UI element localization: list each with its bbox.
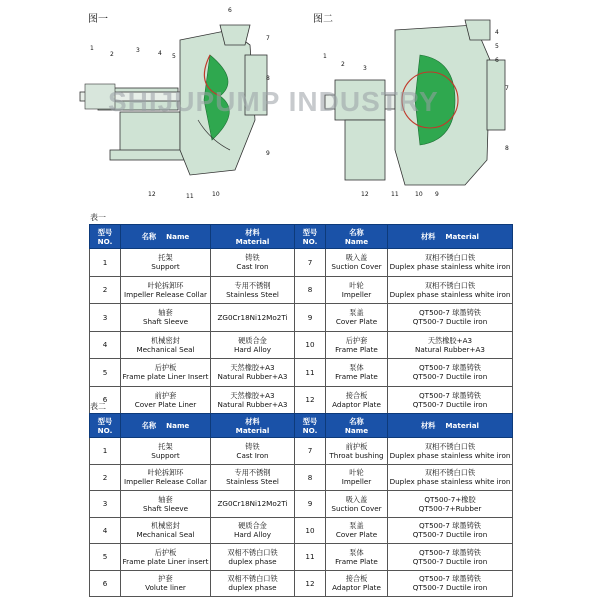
cell-no bbox=[90, 570, 121, 597]
cell-name bbox=[121, 359, 211, 387]
cell-mat-cn: QT500-7 球墨铸铁 bbox=[419, 390, 481, 400]
cell-no bbox=[90, 276, 121, 304]
cell-mat-en: Duplex phase stainless white iron bbox=[389, 289, 511, 299]
cell-name bbox=[121, 331, 211, 359]
cell-mat-cn: 硬质合金 bbox=[238, 335, 267, 345]
cell-no bbox=[90, 359, 121, 387]
cell-no bbox=[295, 544, 326, 571]
cell-material bbox=[388, 438, 513, 465]
cell-mat-cn: 天然橡胶+A3 bbox=[230, 363, 275, 373]
cell-name bbox=[326, 464, 388, 491]
cell-no: 5 bbox=[102, 552, 108, 562]
svg-text:10: 10 bbox=[212, 191, 220, 198]
cell-name bbox=[121, 464, 211, 491]
cell-mat-cn: QT500-7+橡胶 bbox=[424, 494, 476, 504]
cell-no bbox=[295, 386, 326, 414]
cell-no: 7 bbox=[307, 257, 313, 267]
col-material: 材料 Material bbox=[211, 225, 295, 249]
cell-name bbox=[121, 491, 211, 518]
parts-table-1 bbox=[89, 224, 513, 414]
svg-text:8: 8 bbox=[266, 75, 270, 82]
cell-mat-en: duplex phase bbox=[228, 583, 277, 593]
cell-no: 3 bbox=[102, 499, 108, 509]
cell-no bbox=[90, 249, 121, 277]
svg-text:11: 11 bbox=[186, 193, 194, 200]
col-no: 型号 NO. bbox=[90, 414, 121, 438]
cell-mat-en: duplex phase bbox=[228, 556, 277, 566]
cell-material bbox=[388, 491, 513, 518]
svg-text:12: 12 bbox=[148, 191, 156, 198]
svg-text:3: 3 bbox=[363, 65, 367, 72]
cell-mat-en: QT500-7 Ductile iron bbox=[412, 583, 488, 593]
parts-table-2 bbox=[89, 413, 513, 597]
cell-no: 9 bbox=[307, 312, 313, 322]
table-row bbox=[90, 249, 513, 277]
cell-name bbox=[121, 438, 211, 465]
cell-name-en: Impeller bbox=[341, 289, 372, 299]
cell-material bbox=[211, 331, 295, 359]
col-no: 型号 NO. bbox=[90, 225, 121, 249]
cell-mat-cn: 双相不锈白口铁 bbox=[424, 280, 476, 290]
cell-material bbox=[211, 304, 295, 332]
cell-mat-en: QT500-7 Ductile iron bbox=[412, 372, 488, 382]
cell-no bbox=[295, 359, 326, 387]
cell-mat-cn: 双相不锈白口铁 bbox=[424, 253, 476, 263]
cell-name-cn: 前护套 bbox=[154, 390, 177, 400]
table-row bbox=[90, 276, 513, 304]
cell-material bbox=[388, 331, 513, 359]
cell-name-cn: 叶轮拆卸环 bbox=[147, 280, 184, 290]
cell-material bbox=[211, 249, 295, 277]
cell-name bbox=[326, 544, 388, 571]
cell-no: 12 bbox=[305, 578, 315, 588]
table-2-caption: 表二 bbox=[90, 402, 106, 411]
cell-name bbox=[326, 386, 388, 414]
cell-mat-en: QT500-7 Ductile iron bbox=[412, 317, 488, 327]
cell-no: 6 bbox=[102, 578, 108, 588]
cell-mat-en: Stainless Steel bbox=[226, 289, 279, 299]
svg-text:6: 6 bbox=[228, 7, 232, 14]
cell-name-en: Adaptor Plate bbox=[332, 583, 381, 593]
figure-1-label: 图一 bbox=[88, 14, 108, 25]
cell-no bbox=[295, 570, 326, 597]
cell-no: 6 bbox=[102, 395, 108, 405]
cell-name-en: Adaptor Plate bbox=[332, 399, 381, 409]
cell-no bbox=[295, 517, 326, 544]
figure-2-label: 图二 bbox=[313, 14, 333, 25]
cell-name-en: Throat bushing bbox=[329, 450, 384, 460]
cell-name-en: Shaft Sleeve bbox=[142, 503, 189, 513]
cell-mat-en: Natural Rubber+A3 bbox=[414, 344, 486, 354]
svg-text:7: 7 bbox=[505, 85, 509, 92]
cell-mat-en: Natural Rubber+A3 bbox=[217, 372, 288, 382]
cell-mat-cn: 天然橡胶+A3 bbox=[427, 335, 473, 345]
cell-name-en: Shaft Sleeve bbox=[142, 317, 189, 327]
cell-no bbox=[90, 491, 121, 518]
cell-name-en: Support bbox=[151, 450, 180, 460]
cell-name-en: Frame Plate bbox=[335, 344, 378, 354]
cell-name-en: Cover Plate Liner bbox=[134, 399, 197, 409]
cell-no: 2 bbox=[102, 472, 108, 482]
cell-no bbox=[90, 544, 121, 571]
svg-text:2: 2 bbox=[110, 51, 114, 58]
cell-no bbox=[295, 276, 326, 304]
cell-no bbox=[295, 491, 326, 518]
cell-no: 12 bbox=[305, 395, 315, 405]
col-name: 名称 Name bbox=[121, 225, 211, 249]
svg-text:2: 2 bbox=[341, 61, 345, 68]
svg-text:7: 7 bbox=[266, 35, 270, 42]
cell-name bbox=[121, 570, 211, 597]
cell-mat-cn: QT500-7 球墨铸铁 bbox=[419, 521, 481, 531]
cell-material bbox=[388, 304, 513, 332]
svg-text:12: 12 bbox=[361, 191, 369, 198]
cell-no: 8 bbox=[307, 285, 313, 295]
cell-name bbox=[121, 276, 211, 304]
cell-name-cn: 托架 bbox=[158, 441, 173, 451]
cell-mat-cn: 铸铁 bbox=[245, 253, 260, 263]
cell-mat-cn: QT500-7 球墨铸铁 bbox=[419, 547, 481, 557]
table-1-caption: 表一 bbox=[90, 213, 106, 222]
cell-no: 1 bbox=[102, 257, 108, 267]
col-no: 型号 NO. bbox=[295, 225, 326, 249]
table-row bbox=[90, 331, 513, 359]
cell-no: 10 bbox=[305, 525, 315, 535]
cell-name-en: Cover Plate bbox=[335, 317, 378, 327]
cell-mat-cn: 硬质合金 bbox=[238, 521, 267, 531]
cell-no bbox=[90, 304, 121, 332]
cell-no: 5 bbox=[102, 367, 108, 377]
cell-name-en: Frame Plate bbox=[335, 556, 378, 566]
cell-material bbox=[388, 249, 513, 277]
cell-material bbox=[211, 517, 295, 544]
cell-name-cn: 轴套 bbox=[158, 494, 173, 504]
cell-material bbox=[211, 438, 295, 465]
cell-name bbox=[121, 249, 211, 277]
cell-no: 3 bbox=[102, 312, 108, 322]
cell-no: 10 bbox=[305, 340, 315, 350]
cell-material bbox=[211, 464, 295, 491]
cell-name bbox=[326, 276, 388, 304]
table-row bbox=[90, 491, 513, 518]
cell-material bbox=[211, 386, 295, 414]
cell-name-en: Impeller Release Collar bbox=[124, 477, 207, 487]
cell-material bbox=[388, 464, 513, 491]
cell-mat-en: Cast Iron bbox=[236, 262, 269, 272]
cell-material bbox=[211, 544, 295, 571]
col-material: 材料 Material bbox=[388, 225, 513, 249]
cell-no bbox=[90, 438, 121, 465]
cell-name-cn: 托架 bbox=[158, 253, 173, 263]
table-row bbox=[90, 570, 513, 597]
cell-no: 4 bbox=[102, 340, 108, 350]
cell-mat-cn: 专用不锈钢 bbox=[234, 468, 271, 478]
cell-name-cn: 机械密封 bbox=[151, 521, 180, 531]
cell-name-cn: 后护板 bbox=[154, 363, 177, 373]
cell-mat-cn: 双相不锈白口铁 bbox=[424, 441, 476, 451]
cell-no: 1 bbox=[102, 446, 108, 456]
cell-name-cn: 后护套 bbox=[345, 335, 368, 345]
svg-text:1: 1 bbox=[323, 53, 327, 60]
cell-name-en: Suction Cover bbox=[331, 262, 382, 272]
cell-material bbox=[388, 386, 513, 414]
cell-no: 11 bbox=[305, 552, 315, 562]
cell-name-en: Frame plate Liner insert bbox=[122, 556, 209, 566]
watermark: SHIJUPUMP INDUSTRY bbox=[108, 86, 439, 117]
svg-text:3: 3 bbox=[136, 47, 140, 54]
cell-name-cn: 泵盖 bbox=[349, 308, 364, 318]
col-material: 材料 Material bbox=[388, 414, 513, 438]
cell-name-cn: 泵盖 bbox=[349, 521, 364, 531]
cell-name bbox=[326, 304, 388, 332]
cell-name-cn: 吸入盖 bbox=[345, 253, 368, 263]
cell-no: 4 bbox=[102, 525, 108, 535]
cell-mat-en: QT500-7 Ductile iron bbox=[412, 556, 488, 566]
cell-mat-en: Natural Rubber+A3 bbox=[217, 399, 288, 409]
cell-mat-cn: QT500-7 球墨铸铁 bbox=[419, 308, 481, 318]
cell-no bbox=[295, 464, 326, 491]
cell-name-cn: 泵体 bbox=[349, 363, 364, 373]
cell-name-en: Frame Plate bbox=[335, 372, 378, 382]
cell-name-cn: 叶轮 bbox=[349, 468, 364, 478]
cell-material bbox=[388, 544, 513, 571]
cell-no bbox=[295, 331, 326, 359]
cell-material bbox=[211, 491, 295, 518]
col-no: 型号 NO. bbox=[295, 414, 326, 438]
cell-name bbox=[326, 249, 388, 277]
cell-material bbox=[388, 276, 513, 304]
col-name: 名称 Name bbox=[326, 225, 388, 249]
cell-name bbox=[121, 517, 211, 544]
svg-text:1: 1 bbox=[90, 45, 94, 52]
table-row bbox=[90, 386, 513, 414]
svg-text:9: 9 bbox=[266, 150, 270, 157]
cell-material bbox=[388, 359, 513, 387]
cell-name-cn: 吸入盖 bbox=[345, 494, 368, 504]
cell-name-en: Mechanical Seal bbox=[136, 344, 195, 354]
cell-mat-en: Duplex phase stainless white iron bbox=[389, 262, 511, 272]
cell-mat-en: Cast Iron bbox=[236, 450, 269, 460]
cell-name-en: Support bbox=[151, 262, 180, 272]
cell-mat-cn: 铸铁 bbox=[245, 441, 260, 451]
cell-name bbox=[326, 331, 388, 359]
cell-mat-cn: ZG0Cr18Ni12Mo2Ti bbox=[217, 499, 288, 509]
cell-mat-cn: 专用不锈钢 bbox=[234, 280, 271, 290]
cell-mat-en: Hard Alloy bbox=[233, 344, 272, 354]
cell-name-en: Cover Plate bbox=[335, 530, 378, 540]
svg-text:8: 8 bbox=[505, 145, 509, 152]
cell-mat-cn: ZG0Cr18Ni12Mo2Ti bbox=[217, 312, 288, 322]
cell-name bbox=[121, 386, 211, 414]
cell-name bbox=[326, 359, 388, 387]
table-row bbox=[90, 304, 513, 332]
svg-text:4: 4 bbox=[495, 29, 499, 36]
table-row bbox=[90, 544, 513, 571]
cell-mat-en: Stainless Steel bbox=[226, 477, 279, 487]
cell-no: 2 bbox=[102, 285, 108, 295]
cell-name bbox=[326, 491, 388, 518]
col-name: 名称 Name bbox=[326, 414, 388, 438]
cell-name-en: Frame plate Liner Insert bbox=[122, 372, 209, 382]
cell-mat-cn: QT500-7 球墨铸铁 bbox=[419, 574, 481, 584]
cell-no: 7 bbox=[307, 446, 313, 456]
cell-mat-cn: 双相不锈白口铁 bbox=[424, 468, 476, 478]
svg-text:10: 10 bbox=[415, 191, 423, 198]
cell-no: 11 bbox=[305, 367, 315, 377]
svg-text:6: 6 bbox=[495, 57, 499, 64]
col-name: 名称 Name bbox=[121, 414, 211, 438]
cell-name-cn: 护套 bbox=[158, 574, 173, 584]
cell-mat-cn: 天然橡胶+A3 bbox=[230, 390, 275, 400]
cell-no bbox=[90, 464, 121, 491]
cell-no: 9 bbox=[307, 499, 313, 509]
cell-no: 8 bbox=[307, 472, 313, 482]
cell-name bbox=[326, 570, 388, 597]
cell-name bbox=[121, 304, 211, 332]
cell-no bbox=[295, 438, 326, 465]
cell-mat-cn: 双相不锈白口铁 bbox=[227, 574, 278, 584]
cell-mat-en: QT500-7 Ductile iron bbox=[412, 530, 488, 540]
cell-mat-en: QT500-7+Rubber bbox=[418, 503, 482, 513]
cell-no bbox=[295, 249, 326, 277]
cell-name bbox=[121, 544, 211, 571]
cell-name-cn: 轴套 bbox=[158, 308, 173, 318]
svg-text:5: 5 bbox=[172, 53, 176, 60]
cell-material bbox=[211, 359, 295, 387]
cell-mat-cn: QT500-7 球墨铸铁 bbox=[419, 363, 481, 373]
cell-no bbox=[295, 304, 326, 332]
table-row bbox=[90, 359, 513, 387]
svg-text:9: 9 bbox=[435, 191, 439, 198]
cell-name-en: Suction Cover bbox=[331, 503, 382, 513]
cell-name-en: Mechanical Seal bbox=[136, 530, 195, 540]
cell-material bbox=[388, 570, 513, 597]
cell-name bbox=[326, 517, 388, 544]
cell-material bbox=[388, 517, 513, 544]
cell-name-cn: 泵体 bbox=[349, 547, 364, 557]
cell-no bbox=[90, 517, 121, 544]
cell-name-cn: 叶轮拆卸环 bbox=[147, 468, 184, 478]
table-row bbox=[90, 517, 513, 544]
cell-no bbox=[90, 331, 121, 359]
cell-material bbox=[211, 276, 295, 304]
cell-name-en: Volute liner bbox=[145, 583, 186, 593]
svg-text:11: 11 bbox=[391, 191, 399, 198]
table-row bbox=[90, 438, 513, 465]
cell-material bbox=[211, 570, 295, 597]
cell-name-cn: 后护板 bbox=[154, 547, 177, 557]
svg-text:5: 5 bbox=[495, 43, 499, 50]
cell-mat-en: Duplex phase stainless white iron bbox=[389, 477, 511, 487]
col-material: 材料 Material bbox=[211, 414, 295, 438]
cell-mat-en: Duplex phase stainless white iron bbox=[389, 450, 511, 460]
cell-name bbox=[326, 438, 388, 465]
cell-name-en: Impeller bbox=[341, 477, 372, 487]
cell-name-cn: 接合板 bbox=[345, 574, 368, 584]
cell-mat-cn: 双相不锈白口铁 bbox=[227, 547, 278, 557]
cell-name-cn: 机械密封 bbox=[151, 335, 180, 345]
cell-name-cn: 接合板 bbox=[345, 390, 368, 400]
cell-mat-en: QT500-7 Ductile iron bbox=[412, 399, 488, 409]
cell-name-cn: 叶轮 bbox=[349, 280, 364, 290]
cell-mat-en: Hard Alloy bbox=[233, 530, 272, 540]
svg-text:4: 4 bbox=[158, 50, 162, 57]
cell-name-en: Impeller Release Collar bbox=[124, 289, 207, 299]
cell-name-cn: 前护板 bbox=[345, 441, 368, 451]
table-row bbox=[90, 464, 513, 491]
